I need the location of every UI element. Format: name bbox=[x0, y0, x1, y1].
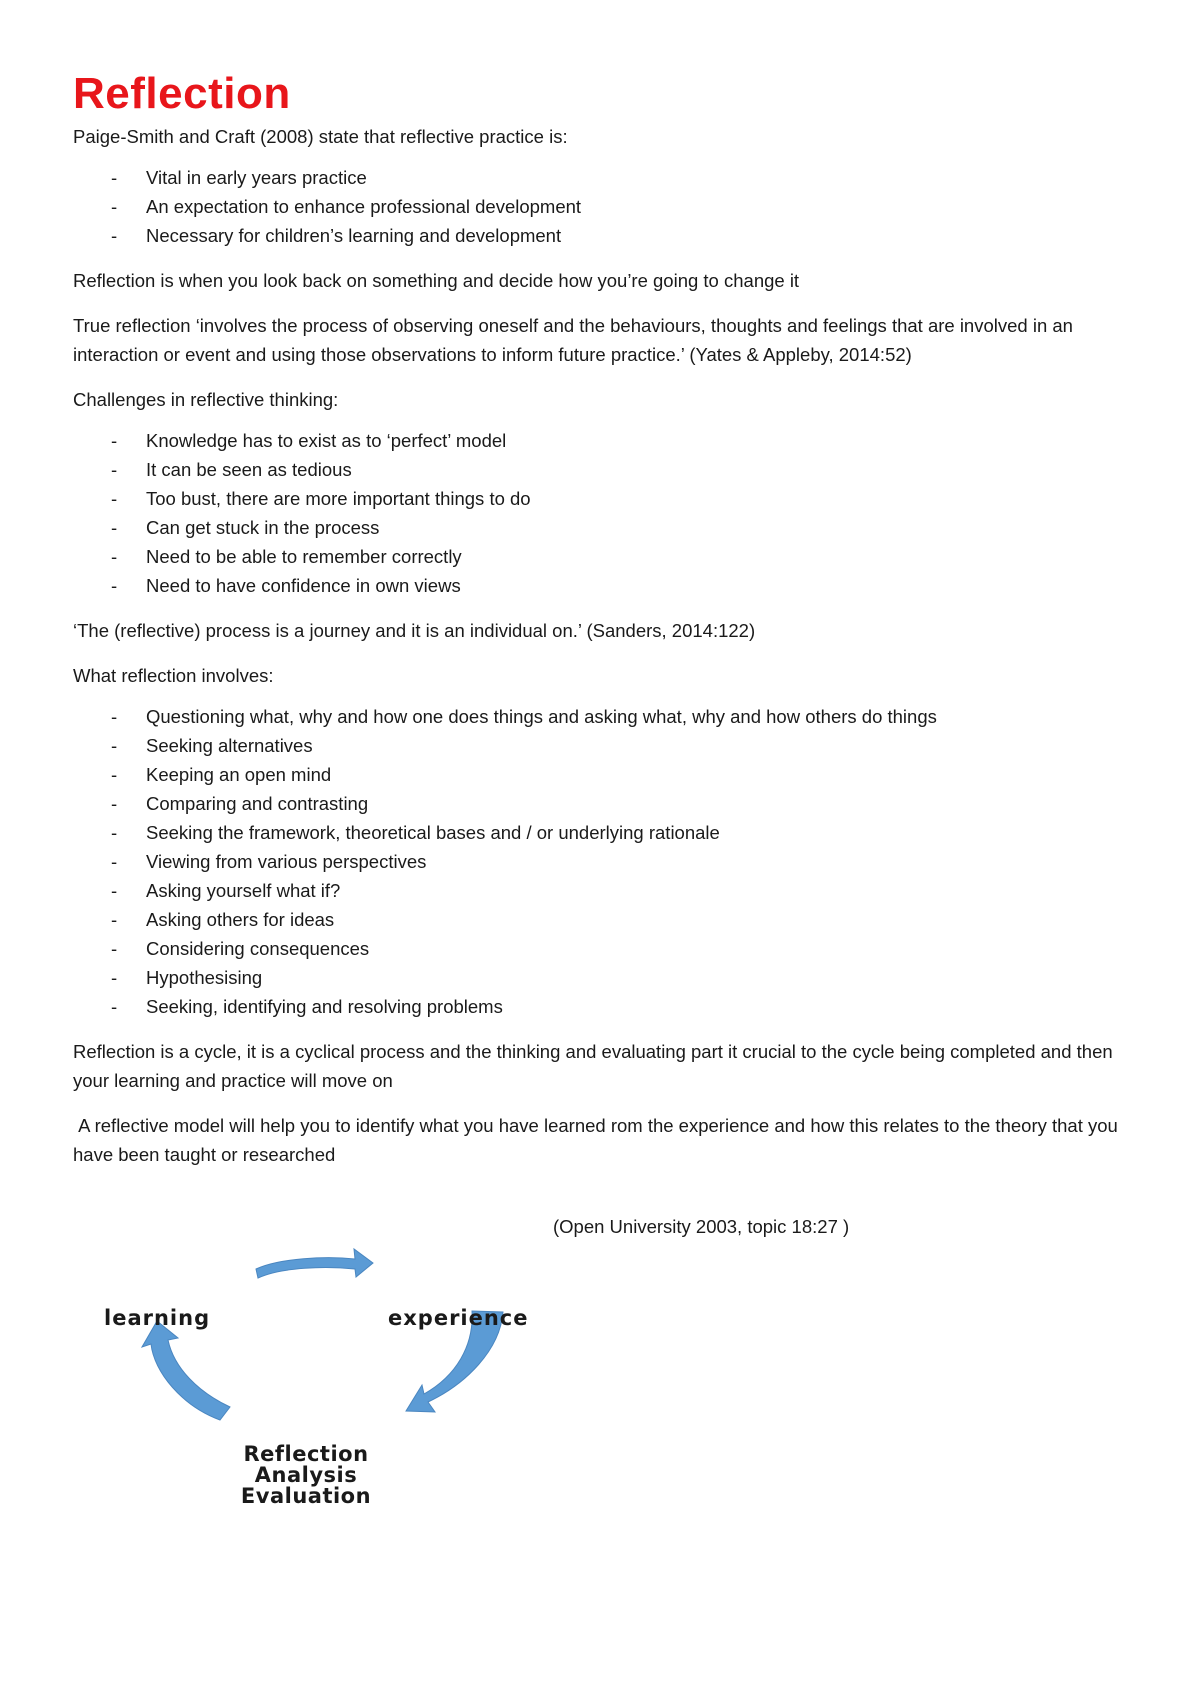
center-line-analysis: Analysis bbox=[254, 1463, 358, 1487]
list-item: - Viewing from various perspectives bbox=[73, 847, 1133, 876]
center-node bbox=[216, 1444, 396, 1507]
learning-label: learning bbox=[104, 1306, 211, 1330]
arrow-reflection-to-learning bbox=[142, 1321, 230, 1420]
list-item: - Seeking alternatives bbox=[73, 731, 1133, 760]
list-item: - Keeping an open mind bbox=[73, 760, 1133, 789]
document-body bbox=[73, 66, 1133, 1185]
center-line-evaluation: Evaluation bbox=[240, 1484, 372, 1508]
list-item: - Asking yourself what if? bbox=[73, 876, 1133, 905]
involves-heading: What reflection involves: bbox=[73, 665, 274, 686]
list-item: - Need to have confidence in own views bbox=[73, 571, 1133, 600]
list-item: - Knowledge has to exist as to ‘perfect’ model bbox=[73, 426, 1133, 455]
list-item: - Need to be able to remember correctly bbox=[73, 542, 1133, 571]
list-item: - Considering consequences bbox=[73, 934, 1133, 963]
definition-paragraph: Reflection is when you look back on something and decide how you’re going to change it bbox=[73, 270, 800, 291]
list-item: - Vital in early years practice bbox=[73, 163, 1133, 192]
arrow-learning-to-experience bbox=[256, 1249, 373, 1278]
list-item: - An expectation to enhance professional development bbox=[73, 192, 1133, 221]
challenges-list bbox=[73, 426, 1133, 600]
challenges-heading: Challenges in reflective thinking: bbox=[73, 389, 339, 410]
page-title: Reflection bbox=[73, 69, 291, 118]
center-line-reflection: Reflection bbox=[243, 1442, 369, 1466]
true-reflection-paragraph: True reflection ‘involves the process of observing oneself and the behaviours, thoughts and feelings that are involved in an interaction or event and using those observations to inform future practice.’ (Yates & Appleby, 2014:52) bbox=[73, 315, 1073, 365]
list-item: - Asking others for ideas bbox=[73, 905, 1133, 934]
intro-paragraph: Paige-Smith and Craft (2008) state that reflective practice is: bbox=[73, 126, 568, 147]
list-item: - Seeking, identifying and resolving problems bbox=[73, 992, 1133, 1021]
list-item: - Too bust, there are more important things to do bbox=[73, 484, 1133, 513]
practice-list bbox=[73, 163, 1133, 250]
list-item: - Hypothesising bbox=[73, 963, 1133, 992]
list-item: - Comparing and contrasting bbox=[73, 789, 1133, 818]
citation: (Open University 2003, topic 18:27 ) bbox=[553, 1216, 850, 1237]
list-item: - It can be seen as tedious bbox=[73, 455, 1133, 484]
experience-label: experience bbox=[388, 1306, 529, 1330]
journey-quote: ‘The (reflective) process is a journey and it is an individual on.’ (Sanders, 2014:122) bbox=[73, 620, 756, 641]
list-item: - Necessary for children’s learning and development bbox=[73, 221, 1133, 250]
model-paragraph: A reflective model will help you to identify what you have learned rom the experience and how this relates to the theory that you have been taught or researched bbox=[73, 1115, 1123, 1165]
list-item: - Seeking the framework, theoretical bases and / or underlying rationale bbox=[73, 818, 1133, 847]
reflection-cycle-diagram bbox=[90, 1232, 610, 1532]
involves-list bbox=[73, 702, 1133, 1021]
cycle-paragraph: Reflection is a cycle, it is a cyclical process and the thinking and evaluating part it crucial to the cycle being completed and then your learning and practice will move on bbox=[73, 1041, 1113, 1091]
list-item: - Can get stuck in the process bbox=[73, 513, 1133, 542]
list-item: - Questioning what, why and how one does things and asking what, why and how others do things bbox=[73, 702, 1133, 731]
